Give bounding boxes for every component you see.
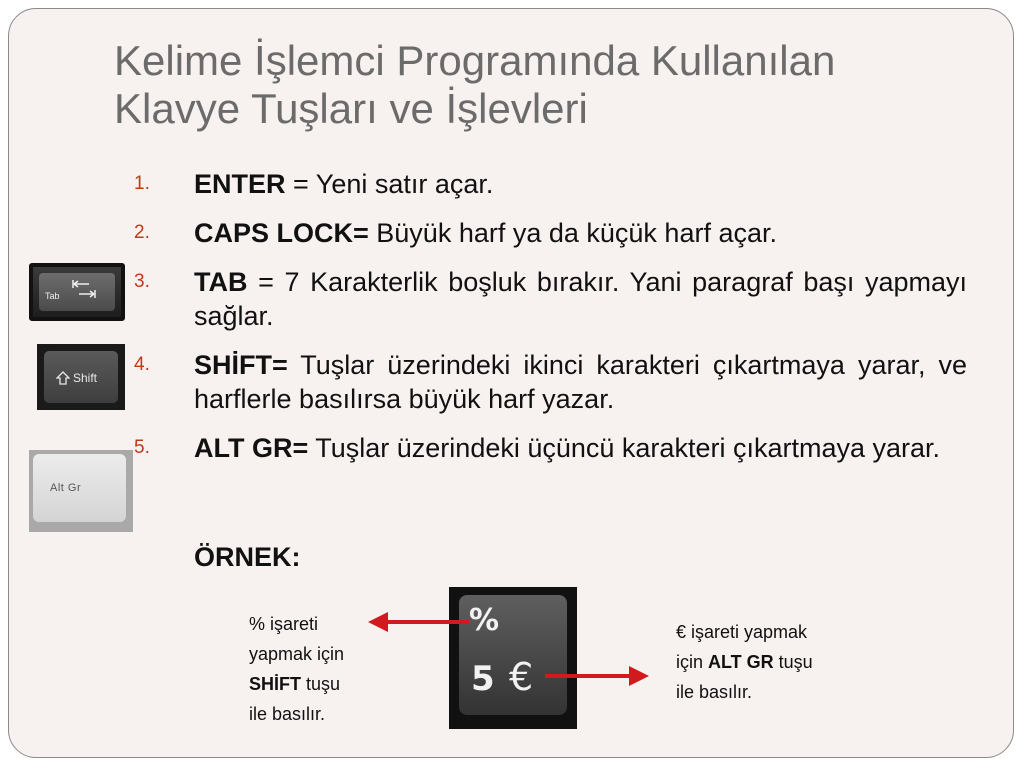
key-name: ALT GR= bbox=[194, 433, 309, 463]
key-description: = Yeni satır açar. bbox=[285, 169, 494, 199]
callout-alt-gr: € işareti yapmak için ALT GR tuşu ile basılır. bbox=[676, 622, 813, 702]
percent-symbol: % bbox=[469, 603, 500, 638]
list-number: 2. bbox=[134, 222, 150, 243]
list-item-tab bbox=[131, 265, 967, 333]
title-line-1: Kelime İşlemci Programında Kullanılan bbox=[114, 37, 836, 84]
key-name: ENTER bbox=[194, 169, 286, 199]
key-name: SHİFT= bbox=[194, 350, 288, 380]
list-number: 5. bbox=[134, 437, 150, 458]
key-description: Tuşlar üzerindeki üçüncü karakteri çıkartmaya yarar. bbox=[308, 433, 941, 463]
key-list bbox=[131, 167, 967, 480]
key-description: Büyük harf ya da küçük harf açar. bbox=[368, 218, 777, 248]
left-arrow bbox=[364, 609, 474, 639]
slide-title bbox=[114, 37, 974, 133]
tab-key-image bbox=[29, 263, 125, 321]
title-line-2: Klavye Tuşları ve İşlevleri bbox=[114, 85, 588, 132]
alt-gr-key-image bbox=[29, 450, 133, 532]
euro-symbol: € bbox=[509, 655, 534, 699]
example-heading: ÖRNEK: bbox=[194, 542, 301, 572]
tab-key-label: Tab bbox=[45, 291, 60, 301]
list-item-alt-gr bbox=[131, 431, 967, 465]
list-number: 1. bbox=[134, 173, 150, 194]
digit-five: 5 bbox=[471, 659, 495, 699]
shift-key-image bbox=[37, 344, 125, 410]
key-name: TAB bbox=[194, 267, 248, 297]
tab-arrows-icon bbox=[69, 276, 99, 302]
slide bbox=[8, 8, 1014, 758]
list-item-enter bbox=[131, 167, 967, 201]
callout-shift: % işareti yapmak için SHİFT tuşu ile basılır. bbox=[249, 614, 345, 724]
key-description: Tuşlar üzerindeki ikinci karakteri çıkartmaya yarar, ve harflerle basılırsa büyük harf yazar. bbox=[194, 350, 967, 414]
list-item-shift bbox=[131, 348, 967, 416]
list-number: 3. bbox=[134, 271, 150, 292]
right-arrow bbox=[541, 663, 653, 693]
shift-arrow-icon bbox=[56, 371, 70, 385]
alt-gr-key-label: Alt Gr bbox=[50, 482, 82, 494]
key-name: CAPS LOCK= bbox=[194, 218, 369, 248]
list-number: 4. bbox=[134, 354, 150, 375]
shift-key-label: Shift bbox=[73, 371, 98, 385]
key-description: = 7 Karakterlik boşluk bırakır. Yani paragraf başı yapmayı sağlar. bbox=[194, 267, 967, 331]
list-item-caps-lock bbox=[131, 216, 967, 250]
